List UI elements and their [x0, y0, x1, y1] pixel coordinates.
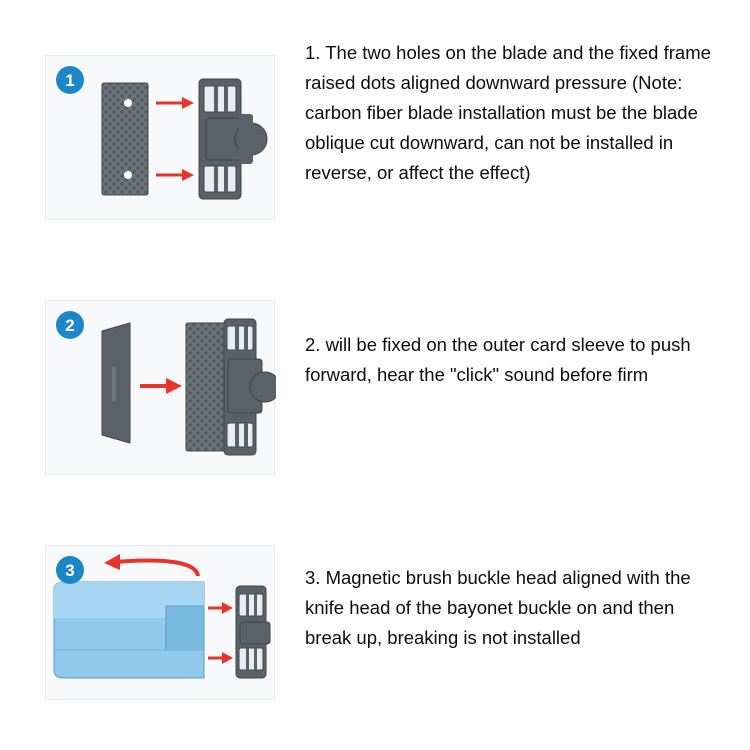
align-arrow-top	[208, 602, 233, 614]
step-2-text-block	[305, 330, 725, 390]
carbon-fiber-blade	[102, 83, 148, 195]
step-badge-2: 2	[56, 311, 84, 339]
step-1	[0, 10, 750, 250]
step-3	[0, 525, 750, 750]
align-arrow-bottom	[208, 652, 233, 664]
step-3-illustration-panel	[45, 545, 275, 700]
outer-card-sleeve	[102, 323, 130, 443]
step-1-text: 1. The two holes on the blade and the fixed frame raised dots aligned downward pressure (Note: carbon fiber blade installation must be the blade oblique cut downward, can not be installed in reverse, or affect the effect)	[305, 42, 711, 183]
step-3-text: 3. Magnetic brush buckle head aligned with the knife head of the bayonet buckle on and then break up, breaking is not installed	[305, 567, 691, 648]
step-2-text: 2. will be fixed on the outer card sleeve to push forward, hear the "click" sound before firm	[305, 334, 691, 385]
fixed-frame	[199, 79, 267, 199]
step-2	[0, 280, 750, 500]
alignment-arrow-bottom	[156, 169, 194, 181]
step-2-illustration-panel	[45, 300, 275, 475]
step-badge-1: 1	[56, 66, 84, 94]
blade-frame-assembly	[186, 319, 276, 455]
step-1-text-block	[305, 38, 725, 188]
break-up-curved-arrow	[104, 554, 198, 576]
bayonet-buckle	[236, 586, 270, 678]
alignment-arrow-top	[156, 97, 194, 109]
step-3-text-block	[305, 563, 725, 653]
step-badge-3: 3	[56, 556, 84, 584]
push-forward-arrow	[140, 378, 182, 394]
magnetic-brush	[54, 582, 204, 678]
step-1-illustration-panel	[45, 55, 275, 220]
